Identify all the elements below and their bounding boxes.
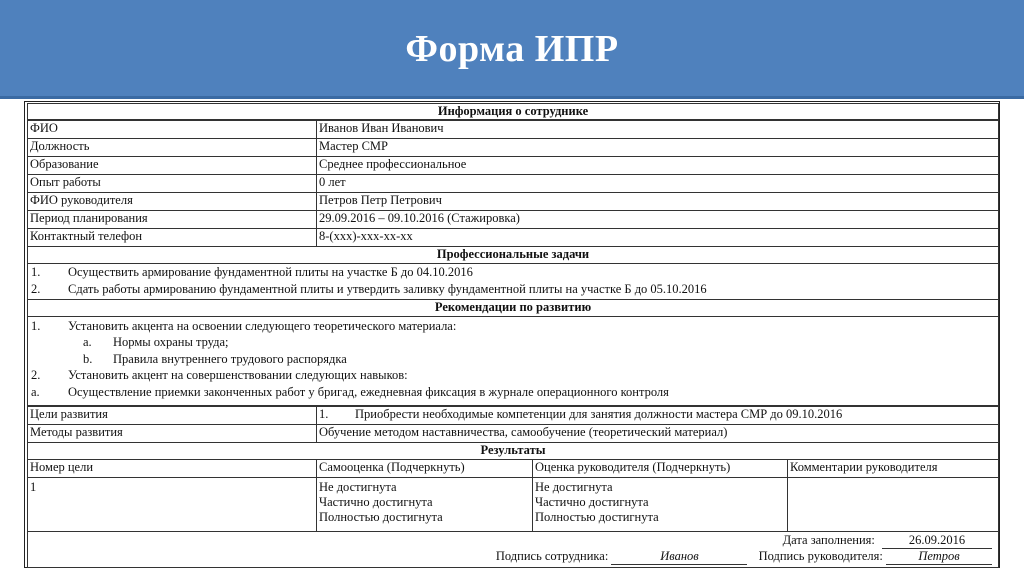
goals-label: Цели развития <box>30 407 108 421</box>
signatures-line <box>496 549 992 565</box>
rec-sub-text: Правила внутреннего трудового распорядка <box>113 352 347 366</box>
goal-text: Приобрести необходимые компетенции для занятия должности мастера СМР до 09.10.2016 <box>355 407 843 421</box>
info-value: 29.09.2016 – 09.10.2016 (Стажировка) <box>316 211 998 228</box>
info-label: Опыт работы <box>30 175 101 189</box>
manager-option-fully[interactable]: Полностью достигнута <box>535 510 659 524</box>
info-label: Должность <box>30 139 90 153</box>
task-number: 1. <box>31 265 41 279</box>
info-value: 0 лет <box>316 175 998 192</box>
results-col-manager: Оценка руководителя (Подчеркнуть) <box>532 460 787 477</box>
tasks-list <box>27 263 999 300</box>
info-label: ФИО руководителя <box>30 193 133 207</box>
manager-option-partially[interactable]: Частично достигнута <box>535 495 649 509</box>
rec-text: Осуществление приемки законченных работ у бригад, ежедневная фиксация в журнале операционного контроля <box>68 385 669 399</box>
employee-sign-label: Подпись сотрудника: <box>495 549 609 563</box>
results-manager-options <box>532 478 787 531</box>
task-text: Сдать работы армированию фундаментной плиты и утвердить заливку фундаментной плиты на участке Б до 05.10.2016 <box>68 282 707 296</box>
results-self-options <box>316 478 532 531</box>
date-line <box>783 533 992 549</box>
info-row-period <box>27 210 999 229</box>
info-label: Образование <box>30 157 99 171</box>
info-label: Период планирования <box>30 211 148 225</box>
results-header-row <box>27 459 999 478</box>
manager-sign-label: Подпись руководителя: <box>758 549 883 563</box>
results-body-row <box>27 477 999 532</box>
info-row-education <box>27 156 999 175</box>
goal-number: 1. <box>319 407 329 421</box>
date-value[interactable]: 26.09.2016 <box>882 533 992 549</box>
rec-text: Установить акцента на освоении следующего теоретического материала: <box>68 319 457 333</box>
manager-signature[interactable]: Петров <box>886 549 992 565</box>
employee-section-title-text: Информация о сотруднике <box>437 104 589 118</box>
self-option-partially[interactable]: Частично достигнута <box>319 495 433 509</box>
results-section-title-text: Результаты <box>480 443 546 457</box>
goals-value <box>316 407 998 424</box>
methods-label: Методы развития <box>30 425 123 439</box>
info-row-experience <box>27 174 999 193</box>
rec-number: 1. <box>31 319 41 333</box>
employee-section-title <box>27 103 999 120</box>
info-value: Мастер СМР <box>316 139 998 156</box>
info-value: Иванов Иван Иванович <box>316 121 998 138</box>
results-col-comment: Комментарии руководителя <box>787 460 998 477</box>
info-row-manager <box>27 192 999 211</box>
methods-value: Обучение методом наставничества, самообучение (теоретический материал) <box>316 425 998 442</box>
recommendations-section-title <box>27 299 999 317</box>
employee-signature[interactable]: Иванов <box>611 549 747 565</box>
info-label: ФИО <box>30 121 58 135</box>
signature-block <box>27 531 999 568</box>
info-row-phone <box>27 228 999 247</box>
slide-header <box>0 0 1024 99</box>
rec-sub-number: a. <box>83 335 92 349</box>
results-col-goal-number: Номер цели <box>30 460 94 474</box>
task-number: 2. <box>31 282 41 296</box>
results-comment[interactable] <box>787 478 998 531</box>
recommendations-list <box>27 316 999 406</box>
rec-number: 2. <box>31 368 41 382</box>
info-value: 8-(xxx)-xxx-xx-xx <box>316 229 998 246</box>
goals-row <box>27 406 999 425</box>
info-value: Петров Петр Петрович <box>316 193 998 210</box>
results-col-self: Самооценка (Подчеркнуть) <box>316 460 532 477</box>
recommendations-section-title-text: Рекомендации по развитию <box>434 300 592 314</box>
manager-option-not-achieved[interactable]: Не достигнута <box>535 480 613 494</box>
self-option-fully[interactable]: Полностью достигнута <box>319 510 443 524</box>
info-row-position <box>27 138 999 157</box>
tasks-section-title-text: Профессиональные задачи <box>436 247 590 261</box>
results-goal-number: 1 <box>30 480 37 494</box>
self-option-not-achieved[interactable]: Не достигнута <box>319 480 397 494</box>
rec-text: Установить акцент на совершенствовании следующих навыков: <box>68 368 408 382</box>
results-section-title <box>27 442 999 460</box>
info-label: Контактный телефон <box>30 229 143 243</box>
rec-sub-number: b. <box>83 352 93 366</box>
info-row-fio <box>27 120 999 139</box>
date-label: Дата заполнения: <box>782 533 875 547</box>
rec-number: a. <box>31 385 40 399</box>
methods-row <box>27 424 999 443</box>
task-text: Осуществить армирование фундаментной плиты на участке Б до 04.10.2016 <box>68 265 473 279</box>
info-value: Среднее профессиональное <box>316 157 998 174</box>
rec-sub-text: Нормы охраны труда; <box>113 335 229 349</box>
tasks-section-title <box>27 246 999 264</box>
slide-title: Форма ИПР <box>405 28 619 70</box>
